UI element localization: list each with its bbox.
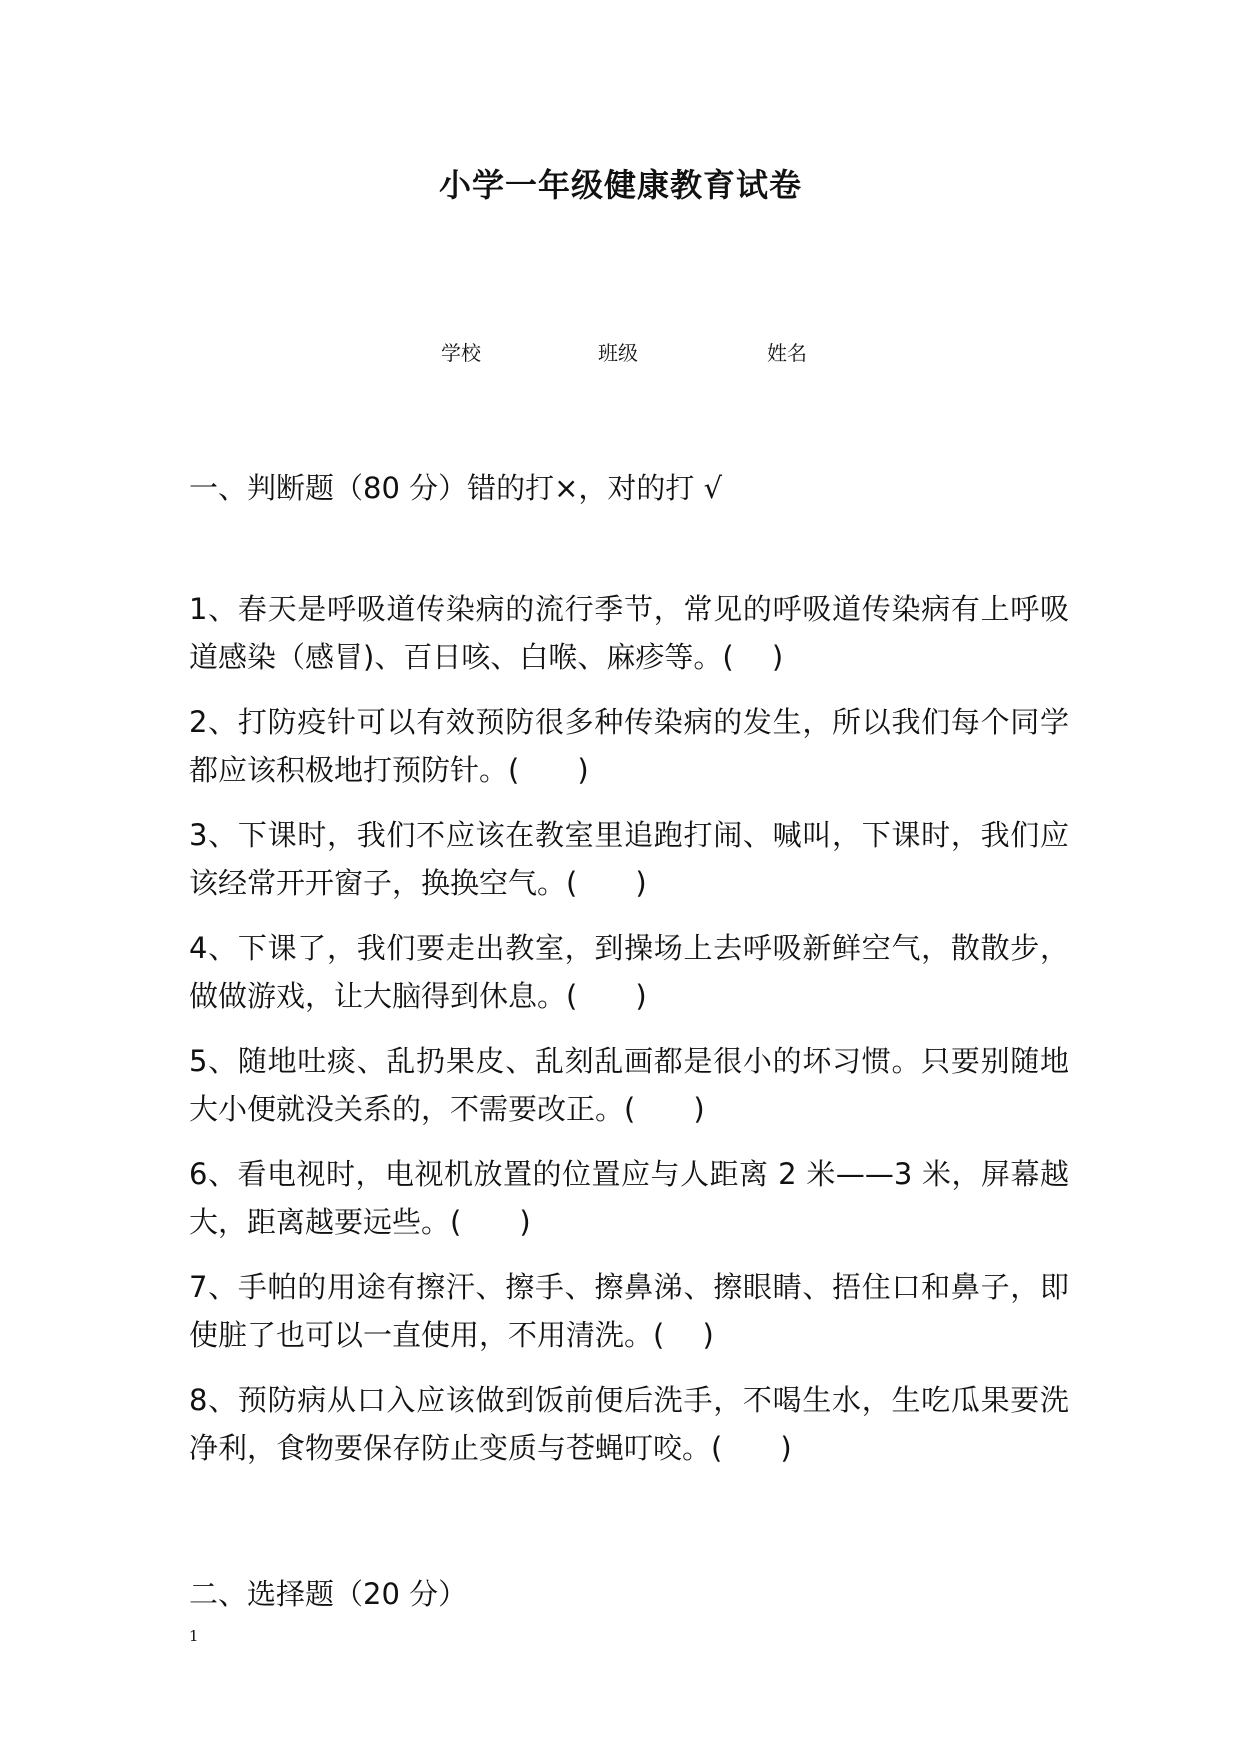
- class-label: 班级: [598, 341, 638, 365]
- question-item: 7、手帕的用途有擦汗、擦手、擦鼻涕、擦眼睛、捂住口和鼻子，即使脏了也可以一直使用，不用清洗。( ): [189, 1270, 1069, 1352]
- question-item: 5、随地吐痰、乱扔果皮、乱刻乱画都是很小的坏习惯。只要别随地大小便就没关系的，不需要改正。( ): [189, 1044, 1069, 1126]
- question-item: 1、春天是呼吸道传染病的流行季节，常见的呼吸道传染病有上呼吸道感染（感冒)、百日咳、白喉、麻疹等。( ): [189, 592, 1069, 674]
- question-list: [189, 585, 1069, 1489]
- school-label: 学校: [441, 341, 481, 365]
- question-item: 6、看电视时，电视机放置的位置应与人距离 2 米——3 米，屏幕越大，距离越要远些。( ): [189, 1157, 1069, 1239]
- question-item: 4、下课了，我们要走出教室，到操场上去呼吸新鲜空气，散散步，做做游戏，让大脑得到休息。( ): [189, 931, 1069, 1013]
- section-heading-true-false: 一、判断题（80 分）错的打×，对的打 √: [189, 471, 723, 505]
- question-item: 3、下课时，我们不应该在教室里追跑打闹、喊叫，下课时，我们应该经常开开窗子，换换空气。( ): [189, 818, 1069, 900]
- question-item: 8、预防病从口入应该做到饭前便后洗手，不喝生水，生吃瓜果要洗净利，食物要保存防止变质与苍蝇叮咬。( ): [189, 1383, 1069, 1465]
- name-label: 姓名: [767, 341, 807, 365]
- section-heading-multiple-choice: 二、选择题（20 分）: [189, 1577, 468, 1611]
- question-item: 2、打防疫针可以有效预防很多种传染病的发生，所以我们每个同学都应该积极地打预防针。( ): [189, 705, 1069, 787]
- page-title: 小学一年级健康教育试卷: [438, 166, 802, 204]
- page-number: 1: [189, 1627, 199, 1645]
